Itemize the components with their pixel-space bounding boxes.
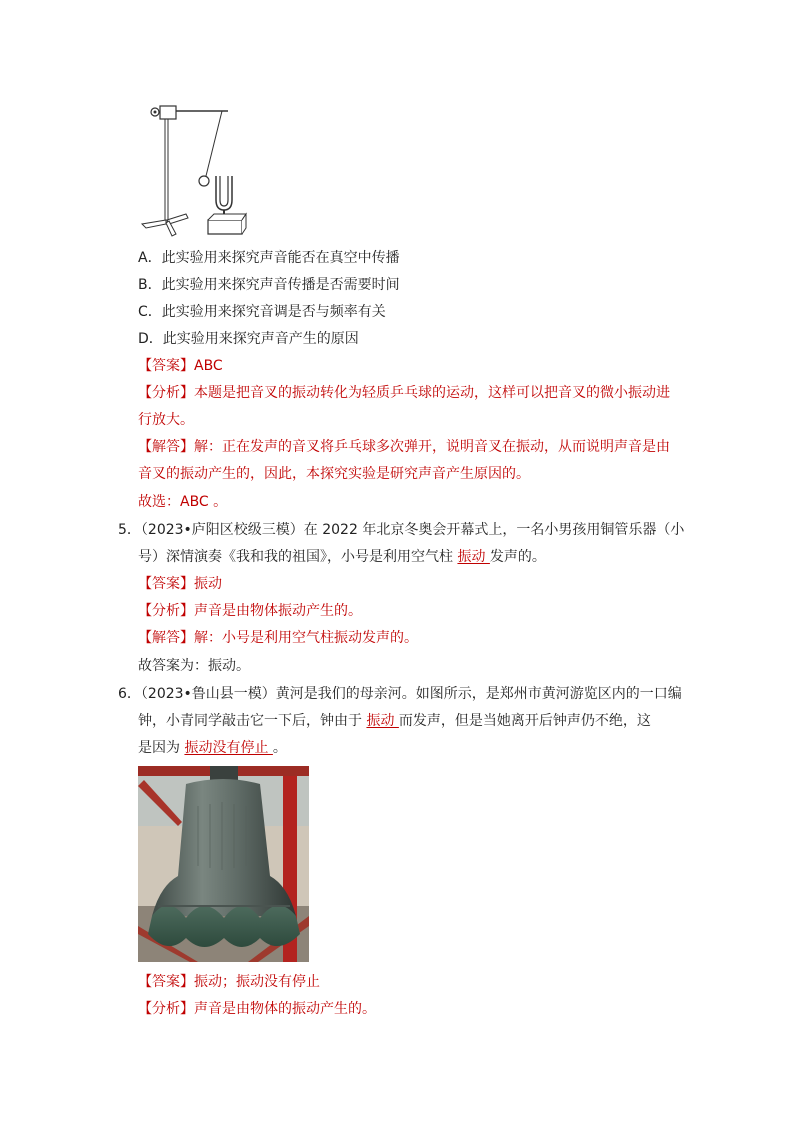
analysis-tag: 【分析】	[138, 603, 194, 619]
analysis-text: 声音是由物体振动产生的。	[194, 603, 362, 619]
solution-tag: 【解答】	[138, 630, 194, 646]
q4-analysis-cont: 行放大。	[138, 412, 194, 428]
q4-solution	[138, 437, 670, 457]
q4-solution-cont: 音叉的振动产生的，因此，本探究实验是研究声音产生原因的。	[138, 466, 530, 482]
analysis-tag: 【分析】	[138, 1001, 194, 1017]
answer-tag: 【答案】	[138, 576, 194, 592]
q6-stem-line3	[138, 738, 287, 758]
q6-stem2-post: 而发声，但是当她离开后钟声仍不绝，这	[398, 713, 651, 729]
q6-stem3-post: 。	[272, 740, 287, 756]
analysis-text: 声音是由物体的振动产生的。	[194, 1001, 376, 1017]
q6-stem3-pre: 是因为	[138, 740, 185, 756]
q5-stem-line1: 5．（2023•庐阳区校级三模）在 2022 年北京冬奥会开幕式上，一名小男孩用铜管乐器（小	[118, 522, 685, 538]
answer-tag: 【答案】	[138, 358, 194, 374]
q4-analysis	[138, 383, 670, 403]
q6-analysis	[138, 999, 376, 1019]
q6-blank2: 振动没有停止	[184, 740, 273, 756]
q5-solution	[138, 628, 418, 648]
bronze-bell-photo	[138, 766, 309, 962]
q5-stem-pre: 号）深情演奏《我和我的祖国》，小号是利用空气柱	[138, 549, 458, 565]
q6-answer	[138, 972, 320, 992]
tuning-fork-experiment-figure	[138, 96, 248, 238]
option-a: A．此实验用来探究声音能否在真空中传播	[138, 250, 400, 266]
q5-blank: 振动	[457, 549, 490, 565]
solution-text: 解：正在发声的音叉将乒乓球多次弹开，说明音叉在振动，从而说明声音是由	[194, 439, 670, 455]
answer-text: ABC	[194, 358, 223, 374]
q5-final: 故答案为：振动。	[138, 658, 250, 674]
option-b: B．此实验用来探究声音传播是否需要时间	[138, 277, 400, 293]
solution-text: 解：小号是利用空气柱振动发声的。	[194, 630, 418, 646]
q5-stem-line2	[138, 547, 546, 567]
q6-stem-line1: 6．（2023•鲁山县一模）黄河是我们的母亲河。如图所示，是郑州市黄河游览区内的一口编	[118, 686, 682, 702]
q5-answer	[138, 574, 222, 594]
q4-choose: 故选：ABC 。	[138, 494, 228, 510]
q5-analysis	[138, 601, 362, 621]
answer-text: 振动	[194, 576, 222, 592]
q5-stem-post: 发声的。	[489, 549, 546, 565]
q6-stem2-pre: 钟，小青同学敲击它一下后，钟由于	[138, 713, 367, 729]
answer-text: 振动；振动没有停止	[194, 974, 320, 990]
q6-stem-line2	[138, 711, 651, 731]
solution-tag: 【解答】	[138, 439, 194, 455]
q4-answer	[138, 356, 223, 376]
analysis-text: 本题是把音叉的振动转化为轻质乒乓球的运动，这样可以把音叉的微小振动进	[194, 385, 670, 401]
option-d: D．此实验用来探究声音产生的原因	[138, 331, 359, 347]
option-c: C．此实验用来探究音调是否与频率有关	[138, 304, 386, 320]
q6-blank1: 振动	[366, 713, 399, 729]
analysis-tag: 【分析】	[138, 385, 194, 401]
answer-tag: 【答案】	[138, 974, 194, 990]
